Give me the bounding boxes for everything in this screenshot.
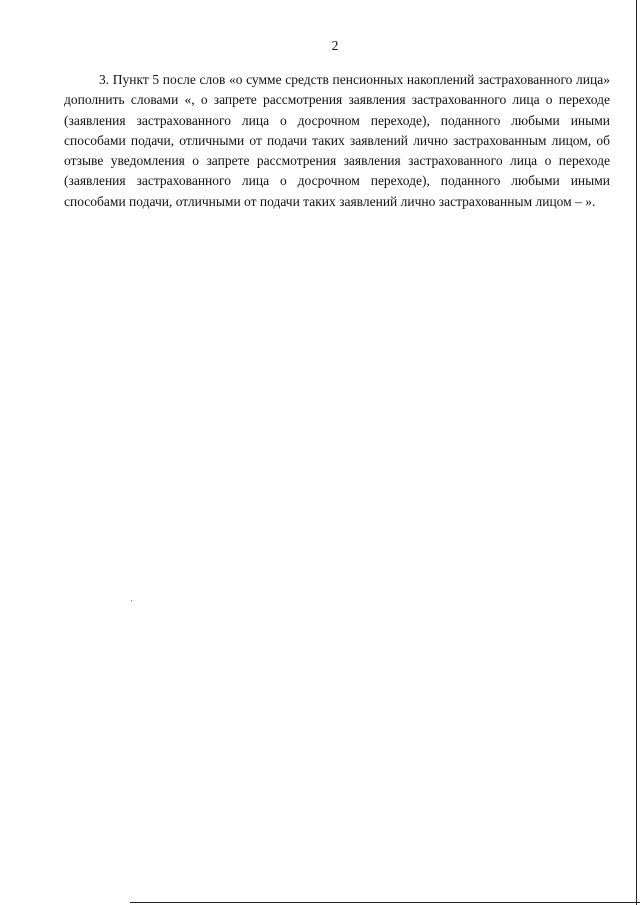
page-edge-right xyxy=(636,0,637,905)
page-edge-bottom xyxy=(130,902,640,903)
amendment-paragraph: 3. Пункт 5 после слов «о сумме средств пенсионных накоплений застрахованного лица» дополнить словами «, о запрете рассмотрения заявления застрахованного лица о переходе (заявления застрахованного лица о досрочном переходе), поданного любыми иными способами подачи, отличными от подачи таких заявлений лично застрахованным лицом, об отзыве уведомления о запрете рассмотрения заявления застрахованного лица о переходе (заявления застрахованного лица о досрочном переходе), поданного любыми иными способами подачи, отличными от подачи таких заявлений лично застрахованным лицом – ». xyxy=(64,72,610,209)
page-number: 2 xyxy=(331,38,339,53)
scan-speck xyxy=(131,600,132,601)
